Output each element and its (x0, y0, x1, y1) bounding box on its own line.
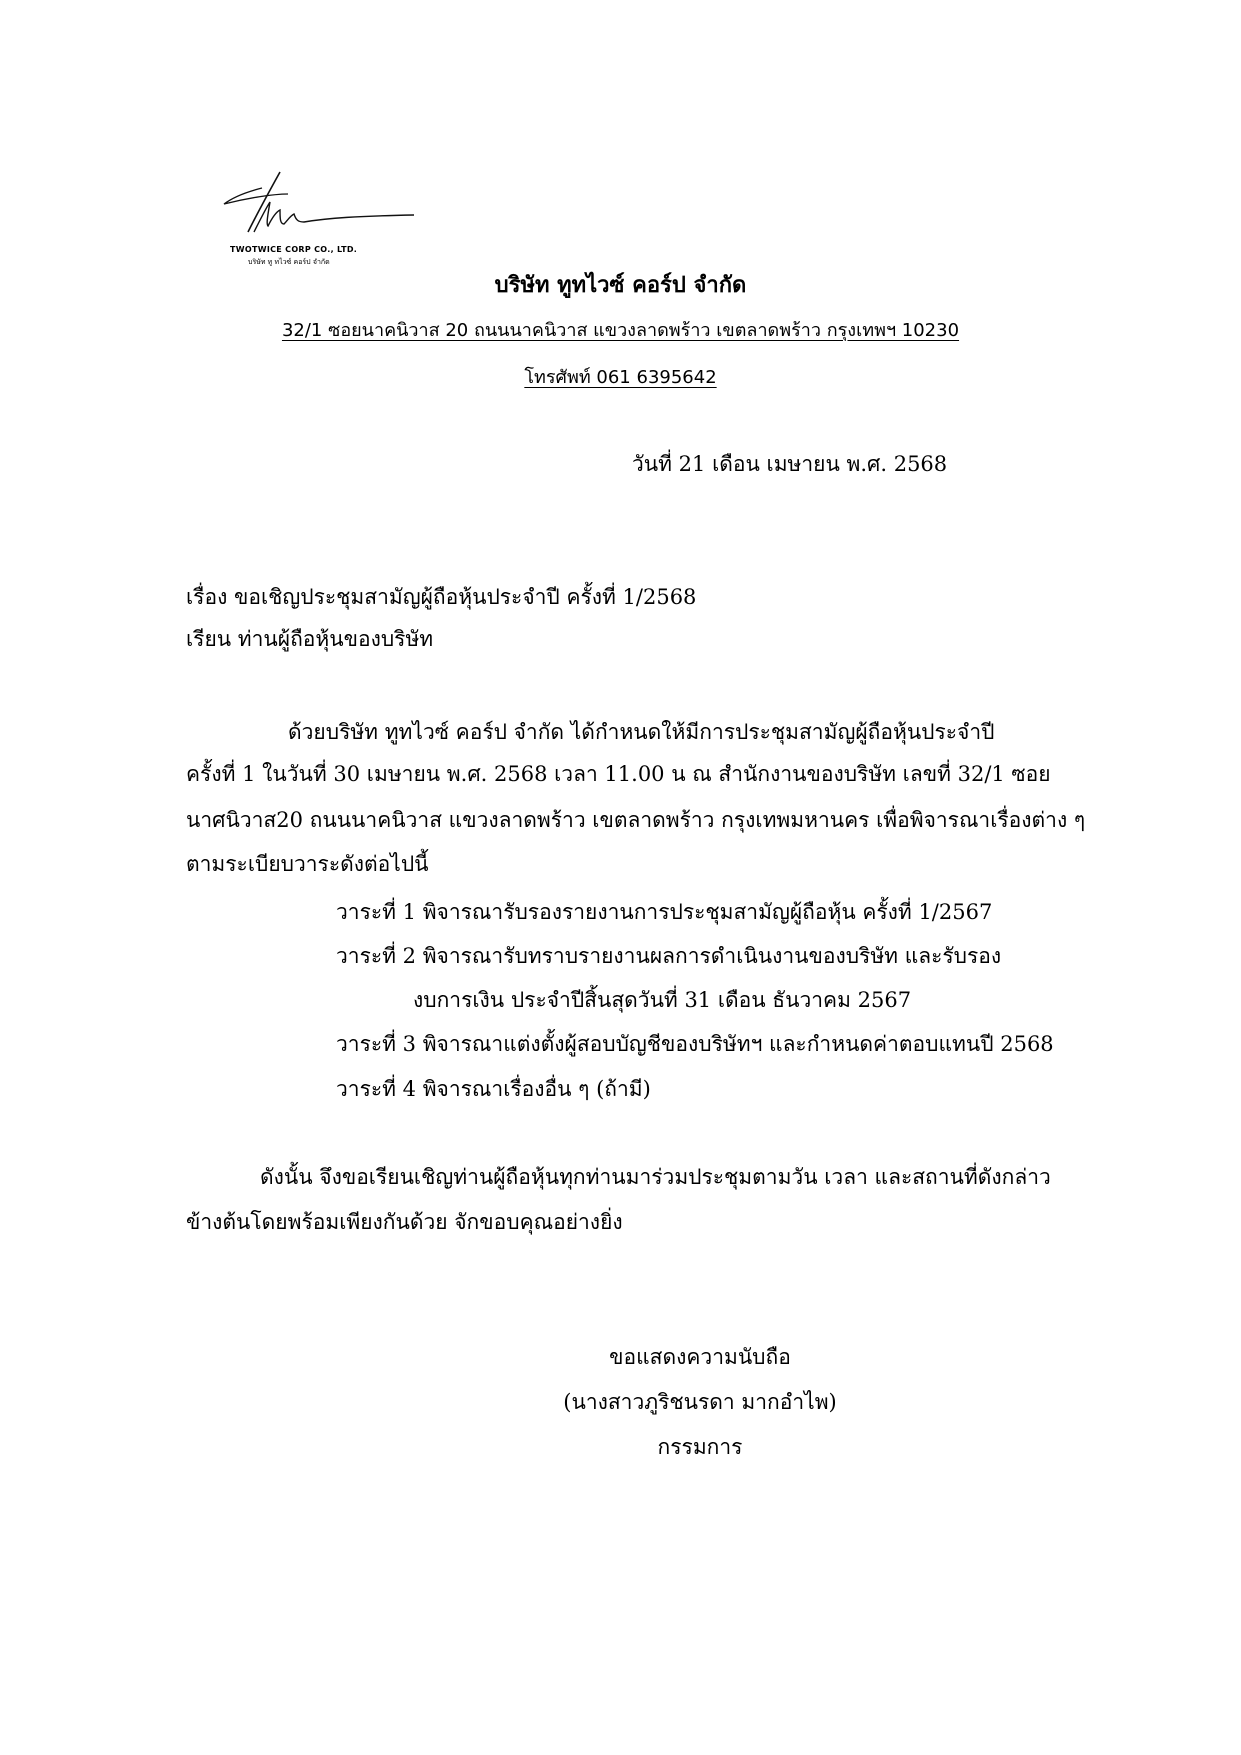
company-phone: โทรศัพท์ 061 6395642 (524, 367, 717, 388)
agenda-item-3: วาระที่ 3 พิจารณาแต่งตั้งผู้สอบบัญชีของบริษัทฯ และกำหนดค่าตอบแทนปี 2568 (336, 1032, 1054, 1056)
stamp-company-en: TWOTWICE CORP CO., LTD. (230, 245, 358, 254)
closing-regards: ขอแสดงความนับถือ (609, 1345, 791, 1369)
body-line: ครั้งที่ 1 ในวันที่ 30 เมษายน พ.ศ. 2568 เวลา 11.00 น ณ สำนักงานของบริษัท เลขที่ 32/1 ซอย (186, 762, 1051, 786)
signature-mark (218, 168, 418, 248)
agenda-item-4: วาระที่ 4 พิจารณาเรื่องอื่น ๆ (ถ้ามี) (336, 1077, 651, 1101)
company-stamp (218, 168, 418, 268)
letter-subject: เรื่อง ขอเชิญประชุมสามัญผู้ถือหุ้นประจำปี ครั้งที่ 1/2568 (186, 585, 697, 609)
agenda-item-2-continued: งบการเงิน ประจำปีสิ้นสุดวันที่ 31 เดือน ธันวาคม 2567 (413, 988, 912, 1012)
company-name: บริษัท ทูทไวซ์ คอร์ป จำกัด (494, 272, 747, 298)
company-address: 32/1 ซอยนาคนิวาส 20 ถนนนาคนิวาส แขวงลาดพร้าว เขตลาดพร้าว กรุงเทพฯ 10230 (281, 320, 960, 341)
stamp-company-th: บริษัท ทู ทไวซ์ คอร์ป จำกัด (248, 258, 330, 266)
body-line: ด้วยบริษัท ทูทไวซ์ คอร์ป จำกัด ได้กำหนดให้มีการประชุมสามัญผู้ถือหุ้นประจำปี (288, 720, 995, 744)
letter-date: วันที่ 21 เดือน เมษายน พ.ศ. 2568 (632, 452, 948, 476)
agenda-item-2: วาระที่ 2 พิจารณารับทราบรายงานผลการดำเนินงานของบริษัท และรับรอง (336, 944, 1002, 968)
letter-recipient: เรียน ท่านผู้ถือหุ้นของบริษัท (186, 627, 434, 651)
signatory-name: (นางสาวภูริชนรดา มากอำไพ) (563, 1390, 837, 1414)
signatory-position: กรรมการ (657, 1435, 743, 1459)
body-line: ตามระเบียบวาระดังต่อไปนี้ (186, 852, 429, 876)
agenda-item-1: วาระที่ 1 พิจารณารับรองรายงานการประชุมสามัญผู้ถือหุ้น ครั้งที่ 1/2567 (336, 900, 993, 924)
body-line: นาศนิวาส20 ถนนนาคนิวาส แขวงลาดพร้าว เขตลาดพร้าว กรุงเทพมหานคร เพื่อพิจารณาเรื่องต่าง ๆ (186, 808, 1086, 832)
closing-line: ดังนั้น จึงขอเรียนเชิญท่านผู้ถือหุ้นทุกท่านมาร่วมประชุมตามวัน เวลา และสถานที่ดังกล่าว (260, 1165, 1051, 1189)
closing-line: ข้างต้นโดยพร้อมเพียงกันด้วย จักขอบคุณอย่างยิ่ง (186, 1210, 623, 1234)
